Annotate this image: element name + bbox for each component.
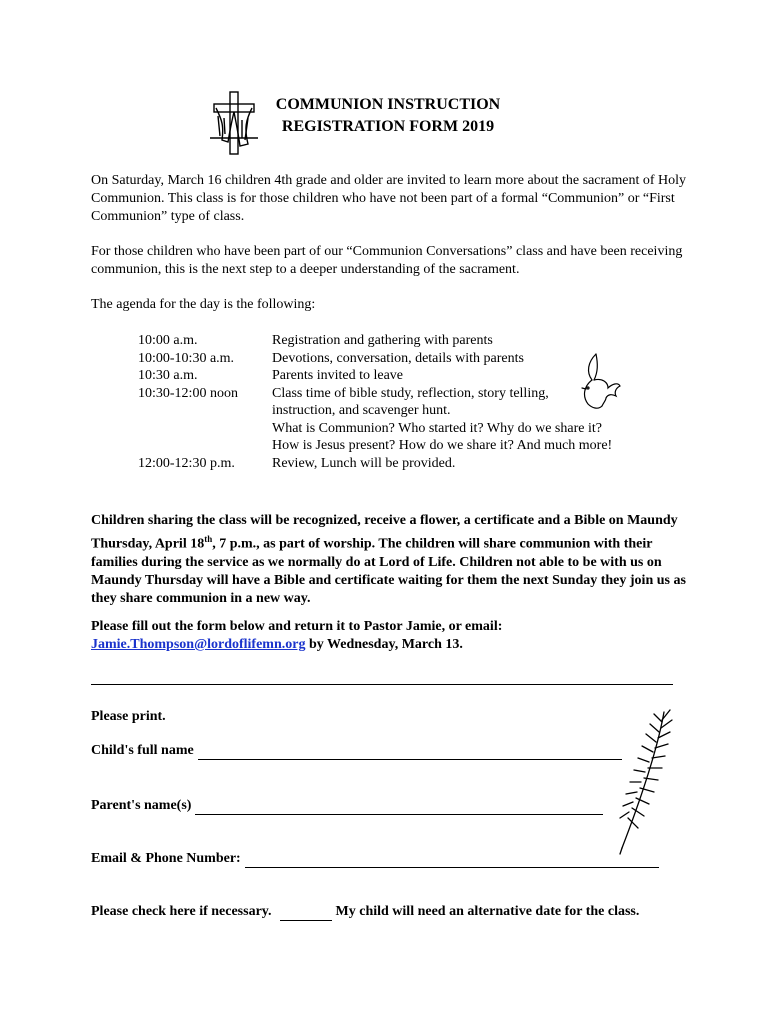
return-text: Please fill out the form below and return it to Pastor Jamie, or email: xyxy=(91,619,503,634)
agenda-time xyxy=(138,437,272,455)
agenda-time: 10:00 a.m. xyxy=(138,333,198,348)
agenda-desc: instruction, and scavenger hunt. xyxy=(272,403,451,418)
cross-with-cloth-icon xyxy=(208,90,260,156)
agenda-desc: Parents invited to leave xyxy=(272,368,404,383)
parent-name-label: Parent's name(s) xyxy=(91,798,192,813)
title-line-1: COMMUNION INSTRUCTION xyxy=(275,96,501,113)
email-link[interactable]: Jamie.Thompson@lordoflifemn.org xyxy=(91,637,306,652)
dove-icon xyxy=(576,352,624,412)
parent-name-row xyxy=(91,797,603,815)
agenda-row xyxy=(138,455,658,473)
title-line-2: REGISTRATION FORM 2019 xyxy=(281,118,495,135)
please-print: Please print. xyxy=(91,709,166,724)
child-name-field[interactable] xyxy=(198,745,622,760)
deadline-text: by Wednesday, March 13. xyxy=(305,637,463,652)
recognition-text-1: Children sharing the class will be recognized, receive a flower, a certificate and a Bible on Maundy Thursday, April 18 xyxy=(91,513,678,552)
agenda-time xyxy=(138,420,272,438)
return-instructions xyxy=(91,618,691,654)
palm-branch-icon xyxy=(612,706,678,856)
agenda-intro: The agenda for the day is the following: xyxy=(91,297,316,312)
agenda-time xyxy=(138,402,272,420)
alternative-date-row xyxy=(91,903,639,921)
agenda-time: 10:00-10:30 a.m. xyxy=(138,350,235,366)
intro-paragraph: On Saturday, March 16 children 4th grade and older are invited to learn more about the sacrament of Holy Communion. This class is for those children who have not been part of a formal “Communion” or “First Communion” type of class. xyxy=(91,173,687,224)
page-title xyxy=(258,94,518,138)
agenda-desc: Review, Lunch will be provided. xyxy=(272,455,456,471)
contact-row xyxy=(91,850,659,868)
conversations-paragraph: For those children who have been part of our “Communion Conversations” class and have been receiving communion, this is the next step to a deeper understanding of the sacrament. xyxy=(91,244,683,277)
check-text: My child will need an alternative date for the class. xyxy=(335,904,640,919)
child-name-row xyxy=(91,742,622,760)
recognition-text-2: , 7 p.m., as part of worship. The children will share communion with their families during the service as we normally do at Lord of Life. Children not able to be with us on Maundy Thursday will have a Bible and certificate waiting for them the next Sunday they join us as they share communion in a new way. xyxy=(91,536,686,606)
agenda-desc: Class time of bible study, reflection, story telling, xyxy=(272,385,549,401)
agenda-desc: Devotions, conversation, details with parents xyxy=(272,350,524,366)
agenda-row xyxy=(138,332,658,350)
contact-field[interactable] xyxy=(245,853,659,868)
agenda-time: 10:30 a.m. xyxy=(138,368,198,383)
agenda-desc: Registration and gathering with parents xyxy=(272,333,493,348)
agenda-row xyxy=(138,420,658,438)
recognition-sup: th xyxy=(204,534,213,544)
parent-name-field[interactable] xyxy=(195,800,603,815)
agenda-row xyxy=(138,437,658,455)
agenda-desc: What is Communion? Who started it? Why do we share it? xyxy=(272,420,602,436)
agenda-time: 10:30-12:00 noon xyxy=(138,385,238,401)
contact-label: Email & Phone Number: xyxy=(91,851,241,866)
child-name-label: Child's full name xyxy=(91,743,194,758)
agenda-desc: How is Jesus present? How do we share it? And much more! xyxy=(272,438,613,453)
check-label: Please check here if necessary. xyxy=(91,904,272,919)
agenda-time: 12:00-12:30 p.m. xyxy=(138,455,235,471)
divider-line xyxy=(91,684,673,685)
alternative-date-checkbox[interactable] xyxy=(280,906,332,921)
recognition-paragraph xyxy=(91,512,691,608)
